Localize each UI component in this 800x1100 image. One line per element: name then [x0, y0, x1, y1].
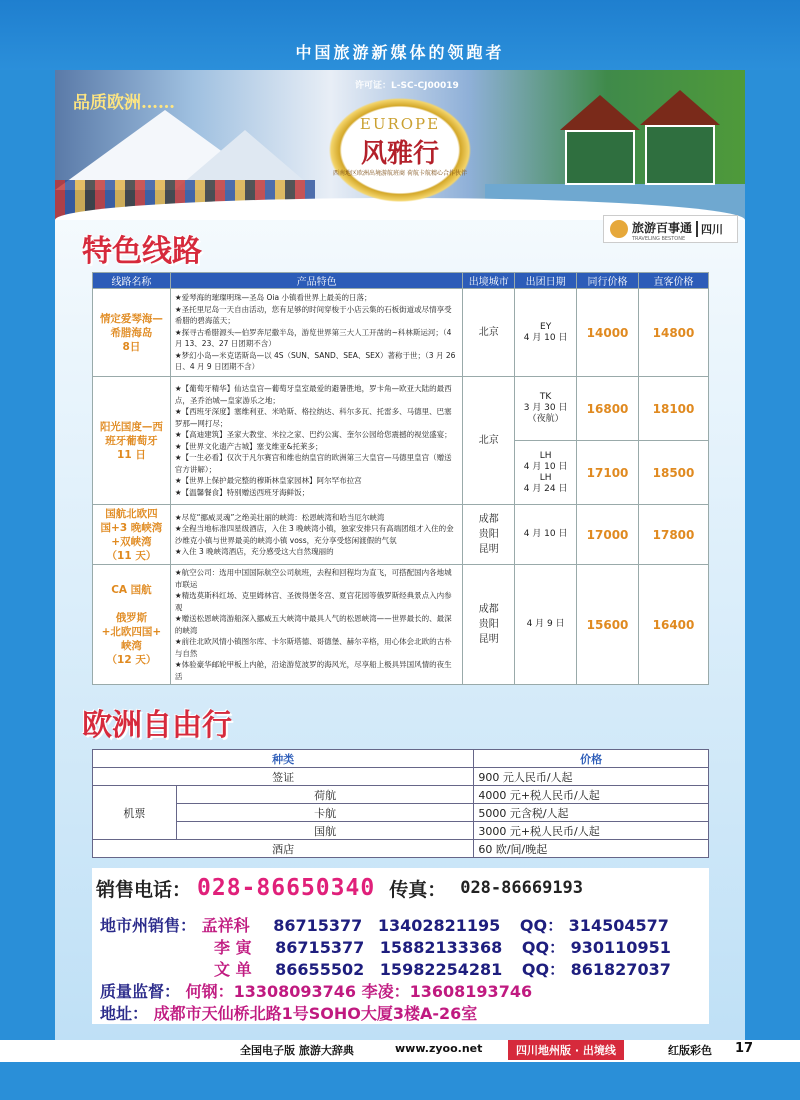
- website-link[interactable]: www.zyoo.net: [395, 1042, 483, 1055]
- item-price: 60 欧/间/晚起: [474, 840, 709, 858]
- retail-price: 18500: [639, 441, 709, 505]
- contact-bar: [92, 868, 709, 908]
- table-row: [93, 565, 709, 685]
- free-header-row: [93, 750, 709, 768]
- col-header: 同行价格: [577, 273, 639, 289]
- brand-subtitle: 西南地区欧洲出境游航班商 荷航卡航精心合作伙伴: [333, 170, 467, 177]
- europe-banner: [55, 70, 745, 220]
- col-header: 种类: [93, 750, 474, 768]
- qq-label: QQ：: [519, 916, 564, 935]
- airline-label: 荷航: [176, 786, 473, 804]
- departure-city: 成都 贵阳 昆明: [463, 565, 515, 685]
- item-price: 3000 元+税人民币/人起: [474, 822, 709, 840]
- trade-price: 17000: [577, 505, 639, 565]
- route-name: 国航北欧四 国+3 晚峡湾 +双峡湾 （11 天）: [93, 505, 171, 565]
- qq-label: QQ：: [521, 938, 566, 957]
- footer: [0, 1040, 800, 1062]
- sales-phone-label: 销售电话：: [96, 878, 192, 901]
- table-row: [93, 377, 709, 441]
- departure-date: EY 4 月 10 日: [515, 289, 577, 377]
- sales-mobile[interactable]: 15982254281: [379, 960, 503, 979]
- edition-label: 全国电子版 旅游大辞典: [240, 1044, 354, 1057]
- quality-europe-label: 品质欧洲……: [73, 93, 175, 113]
- col-header: 出团日期: [515, 273, 577, 289]
- col-header: 线路名称: [93, 273, 171, 289]
- table-row: [93, 289, 709, 377]
- sales-row: [100, 913, 669, 936]
- supervision-row: [100, 979, 532, 1002]
- item-label: 签证: [93, 768, 474, 786]
- free-travel-title: 欧洲自由行: [82, 708, 232, 743]
- retail-price: 14800: [639, 289, 709, 377]
- departure-city: 北京: [463, 377, 515, 505]
- featured-routes-title: 特色线路: [82, 234, 202, 269]
- col-header: 直客价格: [639, 273, 709, 289]
- partner-region: 四川: [696, 221, 723, 237]
- routes-table: [92, 272, 709, 685]
- airline-label: 国航: [176, 822, 473, 840]
- retail-price: 16400: [639, 565, 709, 685]
- sales-label: 地市州销售：: [100, 916, 197, 935]
- sales-contacts: [92, 908, 709, 1024]
- col-header: 价格: [474, 750, 709, 768]
- col-header: 产品特色: [170, 273, 462, 289]
- sales-tel[interactable]: 86655502: [275, 960, 365, 979]
- table-row: [93, 505, 709, 565]
- house-roof-image: [640, 90, 720, 125]
- trade-price: 14000: [577, 289, 639, 377]
- trade-price: 17100: [577, 441, 639, 505]
- house-image: [645, 125, 715, 185]
- trade-price: 16800: [577, 377, 639, 441]
- table-row: [93, 786, 709, 804]
- fax-label: 传真：: [389, 878, 447, 901]
- brand-name: 风雅行: [360, 139, 439, 169]
- departure-date: LH 4 月 10 日 LH 4 月 24 日: [515, 441, 577, 505]
- route-features: ★爱琴海的璀璨明珠—圣岛 Oia 小镇看世界上最美的日落； ★圣托里尼岛一天自由活动，您有足够的时间穿梭于小店云集的石板街道或尽情享受希腊的碧海蓝天； ★探寻古希腊源头—伯罗奔尼撒半岛，游览世界第三大人工开凿的~科林斯运河；（4 月 13、23、27 日团期不含） ★梦幻小岛—米克诺斯岛—以 4S（SUN、SAND、SEA、SEX）著称于世；（3 月 26 日、4 月 9 日团期不含）: [170, 289, 462, 377]
- address-row: [100, 1001, 477, 1024]
- table-row: [93, 804, 709, 822]
- brand-emblem: [325, 95, 475, 205]
- item-price: 5000 元含税/人起: [474, 804, 709, 822]
- house-roof-image: [560, 95, 640, 130]
- ticket-label: 机票: [93, 786, 177, 840]
- departure-city: 成都 贵阳 昆明: [463, 505, 515, 565]
- airline-label: 卡航: [176, 804, 473, 822]
- item-price: 4000 元+税人民币/人起: [474, 786, 709, 804]
- departure-date: 4 月 9 日: [515, 565, 577, 685]
- qq-label: QQ：: [521, 960, 566, 979]
- retail-price: 18100: [639, 377, 709, 441]
- partner-logo: [603, 215, 738, 243]
- route-features: ★【葡萄牙精华】仙达皇宫—葡萄牙皇室最爱的避暑胜地，罗卡角—欧亚大陆的最西点，圣乔治城—皇家游乐之地； ★【西班牙深度】塞维利亚、米哈斯、格拉纳达、科尔多瓦、托雷多、马德里、巴塞罗那—网打尽； ★【高迪建筑】圣家大教堂、米拉之家、巴约公寓、奎尔公园给您震撼的视觉盛宴； ★【世界文化遗产古城】塞戈维亚&托莱多； ★【一生必看】仅次于凡尔赛宫和维也纳皇宫的欧洲第三大皇宫—马德里皇宫（赠送官方讲解）； ★【世界上保护最完整的穆斯林皇家园林】阿尔罕布拉宫 ★【温馨餐食】特别赠送西班牙海鲜饭；: [170, 377, 462, 505]
- partner-en-name: TRAVELING BESTONE: [632, 235, 686, 242]
- sales-phone[interactable]: 028-86650340: [197, 875, 376, 901]
- page-number: 17: [735, 1041, 754, 1056]
- sales-qq[interactable]: 314504577: [568, 916, 669, 935]
- address-label: 地址：: [100, 1004, 149, 1023]
- partner-name: 旅游百事通: [632, 220, 693, 235]
- route-name: 阳光国度—西 班牙葡萄牙 11 日: [93, 377, 171, 505]
- sales-row: [214, 935, 671, 958]
- sales-qq[interactable]: 930110951: [570, 938, 671, 957]
- sales-row: [214, 957, 671, 980]
- route-features: ★航空公司：选用中国国际航空公司航班，去程和回程均为直飞，可搭配国内各地城市联运 ★精选莫斯科红场、克里姆林宫、圣彼得堡冬宫、夏宫花园等俄罗斯经典景点入内参观 ★赠送松恩峡湾游船深入挪威五大峡湾中最具人气的松恩峡湾——世界最长的、最深的峡湾 ★前往北欧风情小镇图尔库、卡尔斯塔德、哥德堡、赫尔辛格，用心体会北欧的古朴与自然 ★体验豪华邮轮甲板上内舱，沿途游览波罗的海风光，尽享船上极具异国风情的夜生活: [170, 565, 462, 685]
- page-slogan: 中国旅游新媒体的领跑者: [295, 43, 505, 62]
- item-price: 900 元人民币/人起: [474, 768, 709, 786]
- free-travel-table: [92, 749, 709, 858]
- section-badge: 四川地州版 · 出境线: [508, 1040, 624, 1060]
- departure-date: 4 月 10 日: [515, 505, 577, 565]
- europe-text: EUROPE: [359, 115, 441, 133]
- route-name: 情定爱琴海— 希腊海岛 8日: [93, 289, 171, 377]
- fax-number: 028-86669193: [460, 878, 584, 898]
- permit-number: 许可证：L-SC-CJ00019: [355, 81, 459, 91]
- sales-mobile[interactable]: 13402821195: [377, 916, 501, 935]
- sales-qq[interactable]: 861827037: [570, 960, 671, 979]
- mascot-icon: [610, 220, 628, 238]
- supervision-label: 质量监督：: [100, 982, 181, 1001]
- trade-price: 15600: [577, 565, 639, 685]
- route-name: CA 国航 俄罗斯 +北欧四国+ 峡湾 （12 天）: [93, 565, 171, 685]
- departure-city: 北京: [463, 289, 515, 377]
- route-features: ★尽览“挪威灵魂”之绝美壮丽的峡湾：松恩峡湾和哈当厄尔峡湾 ★全程当地标准四星级酒店，入住 3 晚峡湾小镇，独家安排只有高端团组才入住的金沙维克小镇与世界最美的峡湾小镇 voss，充分享受悠闲渡假的气氛 ★入住 3 晚峡湾酒店，充分感受这大自然瑰丽的: [170, 505, 462, 565]
- supervision-contacts: 何钢：13308093746 李凌：13608193746: [185, 982, 533, 1001]
- sales-person-name: 文 单: [214, 960, 252, 979]
- sales-tel[interactable]: 86715377: [273, 916, 363, 935]
- table-row: [93, 768, 709, 786]
- sales-tel[interactable]: 86715377: [275, 938, 365, 957]
- sales-person-name: 李 寅: [214, 938, 252, 957]
- table-row: [93, 840, 709, 858]
- address-text: 成都市天仙桥北路1号SOHO大厦3楼A-26室: [153, 1004, 478, 1023]
- routes-header-row: [93, 273, 709, 289]
- house-image: [565, 130, 635, 185]
- item-label: 酒店: [93, 840, 474, 858]
- table-row: [93, 822, 709, 840]
- col-header: 出境城市: [463, 273, 515, 289]
- retail-price: 17800: [639, 505, 709, 565]
- version-label: 红版彩色: [668, 1044, 712, 1057]
- departure-date: TK 3 月 30 日 （夜航）: [515, 377, 577, 441]
- sales-mobile[interactable]: 15882133368: [379, 938, 503, 957]
- sales-person-name: 孟祥科: [201, 916, 250, 935]
